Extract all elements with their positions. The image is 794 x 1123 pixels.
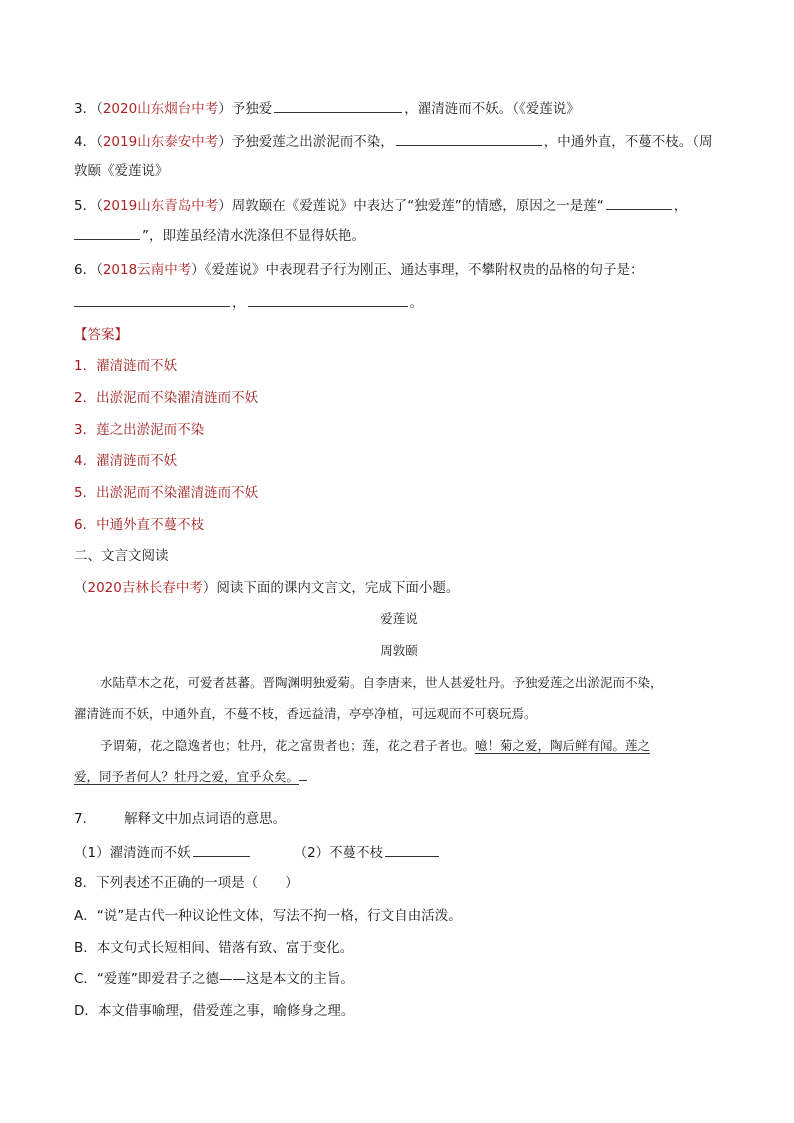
paren-close: ） (218, 134, 232, 150)
paren-close: ） (218, 101, 232, 117)
exam-source: 2018云南中考 (102, 262, 192, 278)
answer-blank[interactable] (385, 842, 439, 857)
answer-item: 6．中通外直不蔓不枝 (74, 517, 205, 533)
option-d[interactable]: D．本文借事喻理，借爱莲之事，喻修身之理。 (74, 1003, 355, 1019)
paren-close: ） (202, 580, 217, 596)
question-5-cont (74, 225, 365, 246)
paren-open: （ (96, 198, 103, 214)
question-text: 。 (409, 295, 423, 311)
question-text: ，中通外直，不蔓不枝。（周 (543, 134, 713, 150)
sub-question: （2）不蔓不枝 (293, 845, 384, 861)
question-number: 7． (74, 811, 97, 827)
exam-source: 2019山东泰安中考 (102, 134, 219, 150)
question-3 (74, 98, 580, 119)
question-text: ”，即莲虽经清水洗涤但不显得妖艳。 (142, 228, 365, 244)
answer-blank[interactable] (74, 292, 230, 307)
question-7-subs (74, 842, 441, 863)
answer-blank[interactable] (606, 195, 672, 210)
option-b[interactable]: B．本文句式长短相间、错落有致、富于变化。 (74, 940, 354, 956)
question-5 (74, 195, 687, 216)
answer-item: 1．濯清涟而不妖 (74, 358, 178, 374)
answer-blank[interactable] (274, 98, 402, 113)
exam-source: 2019山东青岛中考 (102, 198, 219, 214)
question-text: 周敦颐在《爱莲说》中表达了“独爱莲”的情感，原因之一是莲“ (231, 198, 604, 214)
passage-line: 濯清涟而不妖，中通外直，不蔓不枝，香远益清，亭亭净植，可远观而不可亵玩焉。 (74, 706, 537, 721)
answer-item: 5．出淤泥而不染濯清涟而不妖 (74, 485, 259, 501)
paren-open: （ (96, 262, 103, 278)
question-number: 4． (74, 134, 97, 150)
passage-line (74, 767, 307, 787)
option-a[interactable]: A．“说”是古代一种议论性文体，写法不拘一格，行文自由活泼。 (74, 908, 462, 924)
sub-question: （1）濯清涟而不妖 (74, 845, 191, 861)
paren-close: ） (191, 262, 205, 278)
exam-source: 2020吉林长春中考 (87, 580, 203, 596)
paren-open: （ (96, 101, 103, 117)
question-4-cont: 敦颐《爱莲说》 (74, 163, 169, 179)
question-text: 《爱莲说》中表现君子行为刚正、通达事理，不攀附权贵的品格的句子是： (204, 262, 644, 278)
question-number: 5． (74, 198, 97, 214)
answer-item: 3．莲之出淤泥而不染 (74, 422, 205, 438)
reading-intro (74, 578, 459, 598)
answer-item: 2．出淤泥而不染濯清涟而不妖 (74, 390, 259, 406)
paren-open: （ (74, 580, 88, 596)
question-4 (74, 131, 712, 152)
question-8: 8．下列表述不正确的一项是（ ） (74, 875, 299, 891)
answer-heading: 【答案】 (74, 327, 128, 343)
section-heading: 二、文言文阅读 (74, 548, 169, 564)
passage-line (100, 736, 650, 756)
passage-title: 爱莲说 (380, 611, 418, 626)
question-6 (74, 260, 643, 280)
question-6-cont (74, 292, 423, 313)
option-c[interactable]: C．“爱莲”即爱君子之德——这是本文的主旨。 (74, 971, 354, 987)
question-text: 予独爱 (231, 101, 273, 117)
underline-tail (299, 780, 307, 781)
question-7 (74, 809, 286, 829)
answer-blank[interactable] (396, 131, 542, 146)
answer-blank[interactable] (74, 225, 140, 240)
passage-line: 水陆草木之花，可爱者甚蕃。晋陶渊明独爱菊。自李唐来，世人甚爱牡丹。予独爱莲之出淤泥而不染， (100, 675, 663, 690)
underlined-text: 噫！菊之爱，陶后鲜有闻。莲之 (475, 738, 651, 753)
answer-blank[interactable] (193, 842, 250, 857)
exam-source: 2020山东烟台中考 (102, 101, 219, 117)
passage-text: 予谓菊，花之隐逸者也；牡丹，花之富贵者也；莲，花之君子者也。 (100, 738, 476, 753)
question-number: 3． (74, 101, 97, 117)
question-text: ，濯清涟而不妖。（《爱莲说》 (404, 101, 580, 117)
paren-close: ） (218, 198, 232, 214)
underlined-text: 爱，同予者何人？牡丹之爱，宜乎众矣。 (74, 769, 300, 784)
question-text: ， (232, 295, 246, 311)
question-number: 6． (74, 262, 97, 278)
paren-open: （ (96, 134, 103, 150)
answer-item: 4．濯清涟而不妖 (74, 453, 178, 469)
passage-author: 周敦颐 (380, 643, 418, 658)
question-text: 予独爱莲之出淤泥而不染， (231, 134, 394, 150)
intro-text: 阅读下面的课内文言文，完成下面小题。 (216, 580, 460, 596)
question-text: 解释文中加点词语的意思。 (124, 811, 287, 827)
answer-blank[interactable] (248, 292, 408, 307)
question-text: ， (673, 198, 688, 214)
